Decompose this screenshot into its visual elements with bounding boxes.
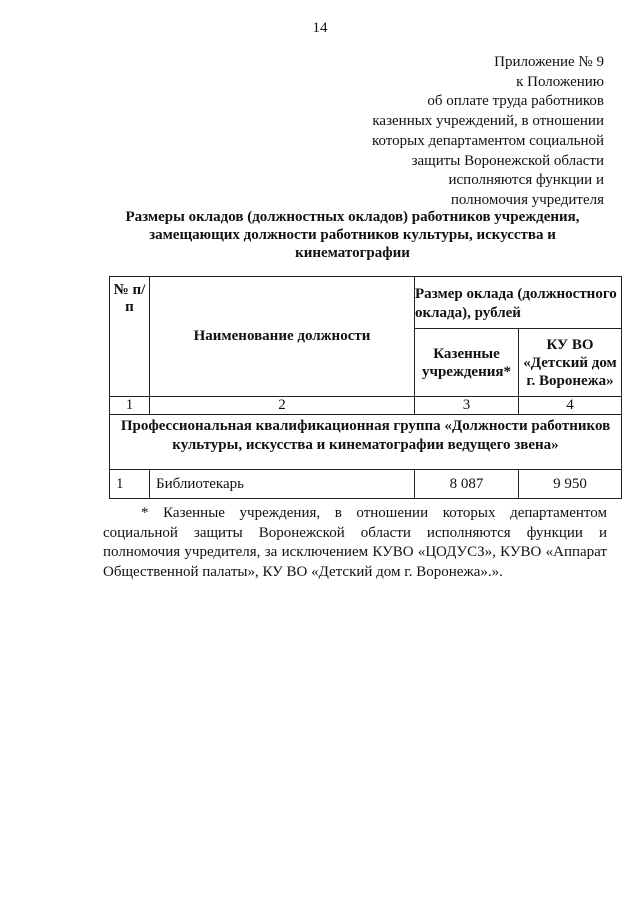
qualification-group-title: Профессиональная квалификационная группа «Должности работников культуры, искусства и кинематографии ведущего звена» [110, 415, 622, 470]
row-num: 1 [110, 470, 150, 499]
header-num: № п/п [110, 277, 150, 397]
appendix-line: Приложение № 9 [494, 54, 604, 70]
footnote [103, 504, 607, 582]
document-title [100, 208, 605, 262]
title-line: кинематографии [295, 245, 410, 261]
table-row [110, 470, 622, 499]
title-line: замещающих должности работников культуры, искусства и [149, 227, 556, 243]
title-line: Размеры окладов (должностных окладов) работников учреждения, [125, 209, 580, 225]
row-position-name: Библиотекарь [150, 470, 415, 499]
appendix-line: которых департаментом социальной [371, 132, 604, 149]
column-number: 4 [519, 397, 622, 415]
appendix-line: исполняются функции и [448, 172, 604, 189]
header-position-name: Наименование должности [150, 277, 415, 397]
column-number: 2 [150, 397, 415, 415]
appendix-line: к Положению [516, 73, 604, 90]
salary-table [109, 276, 622, 499]
page-number: 14 [312, 20, 328, 36]
column-number: 3 [415, 397, 519, 415]
appendix-line: полномочия учредителя [450, 191, 604, 208]
appendix-block [324, 53, 604, 211]
column-number: 1 [110, 397, 150, 415]
header-kazennye: Казенные учреждения* [415, 329, 519, 397]
appendix-line: защиты Воронежской области [411, 152, 604, 169]
header-ku-vo: КУ ВО «Детский дом г. Воронежа» [519, 329, 622, 397]
row-ku-vo-salary: 9 950 [519, 470, 622, 499]
row-kazennye-salary: 8 087 [415, 470, 519, 499]
appendix-line: об оплате труда работников [427, 93, 604, 110]
header-salary-size: Размер оклада (должностного оклада), рублей [415, 277, 622, 329]
appendix-line: казенных учреждений, в отношении [372, 113, 604, 130]
footnote-text: * Казенные учреждения, в отношении которых департаментом социальной защиты Воронежской области исполняются функции и полномочия учредителя, за исключением КУВО «ЦОДУСЗ», КУВО «Аппарат Общественной палаты», КУ ВО «Детский дом г. Воронежа».». [103, 505, 607, 580]
